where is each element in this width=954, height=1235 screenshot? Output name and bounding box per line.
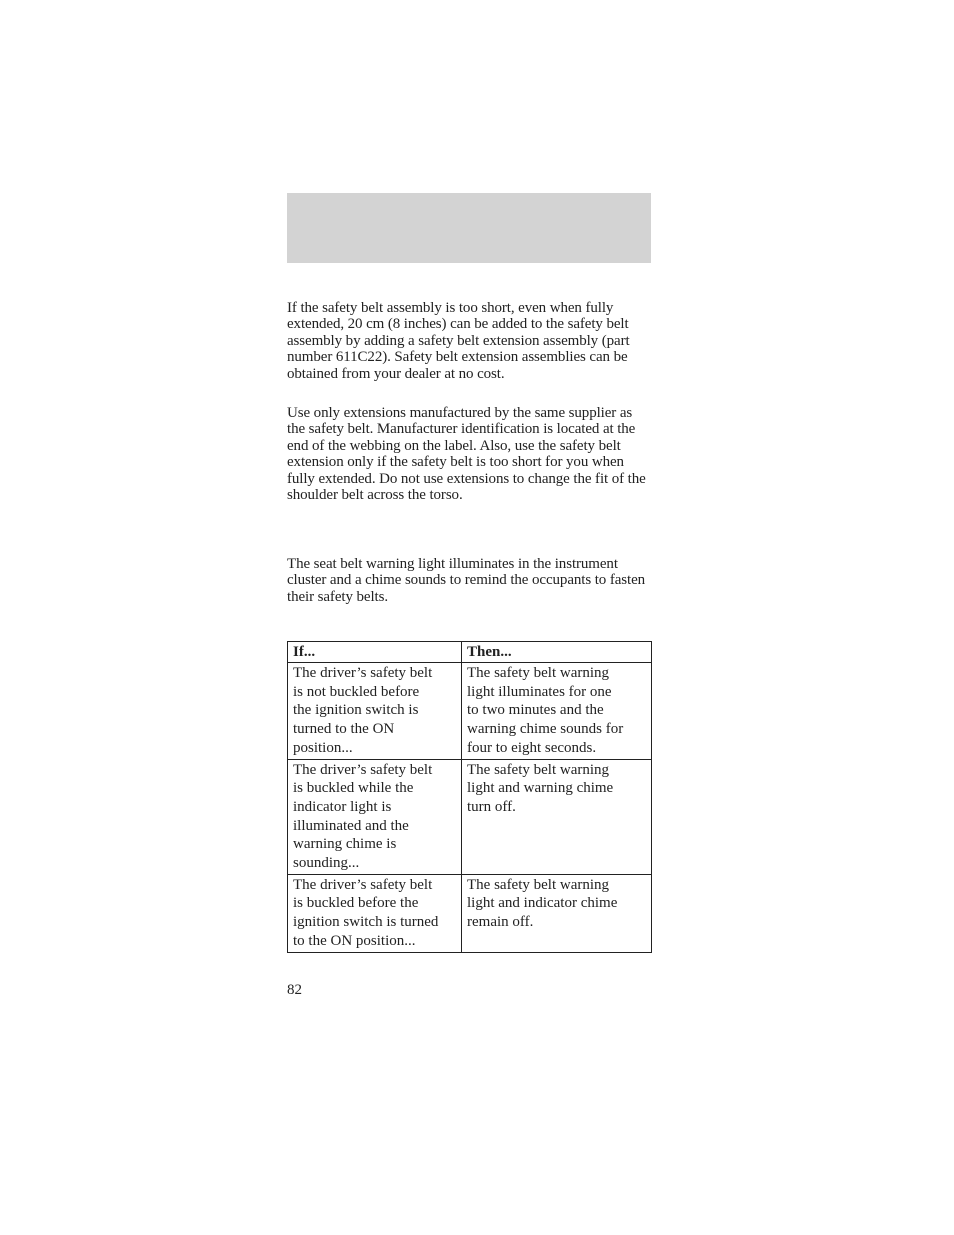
table-row: [288, 874, 652, 952]
if-cell: [288, 663, 462, 760]
then-cell-text: The safety belt warning light and warning chime turn off.: [467, 761, 614, 815]
then-column-header: Then...: [462, 642, 652, 663]
section-header-band: [287, 193, 651, 263]
if-cell-text: The driver’s safety belt is not buckled before the ignition switch is turned to the ON position...: [293, 665, 433, 756]
if-cell: [288, 874, 462, 952]
table-row: [288, 759, 652, 874]
then-cell-text: The safety belt warning light illuminates for one to two minutes and the warning chime sounds for four to eight seconds.: [467, 665, 624, 756]
if-cell-text: The driver’s safety belt is buckled while the indicator light is illuminated and the warning chime is sounding...: [293, 761, 433, 872]
warning-chime-table: [287, 641, 652, 953]
if-column-header: If...: [288, 642, 462, 663]
then-cell: [462, 663, 652, 760]
page-number: 82: [287, 982, 302, 998]
if-cell-text: The driver’s safety belt is buckled before the ignition switch is turned to the ON position...: [293, 876, 439, 949]
table-header-row: [288, 642, 652, 663]
if-cell: [288, 759, 462, 874]
then-cell: [462, 759, 652, 874]
extension-usage-paragraph: Use only extensions manufactured by the same supplier as the safety belt. Manufacturer identification is located at the end of the webbing on the label. Also, use the safety belt extension only if the safety belt is too short for you when fully extended. Do not use extensions to change the fit of the shoulder belt across the torso.: [287, 405, 646, 504]
warning-light-paragraph: The seat belt warning light illuminates in the instrument cluster and a chime sounds to remind the occupants to fasten their safety belts.: [287, 556, 646, 605]
table-row: [288, 663, 652, 760]
then-cell-text: The safety belt warning light and indicator chime remain off.: [467, 876, 618, 931]
then-cell: [462, 874, 652, 952]
belt-extension-paragraph: If the safety belt assembly is too short, even when fully extended, 20 cm (8 inches) can be added to the safety belt assembly by adding a safety belt extension assembly (part number 611C22). Safety belt extension assemblies can be obtained from your dealer at no cost.: [287, 300, 630, 382]
